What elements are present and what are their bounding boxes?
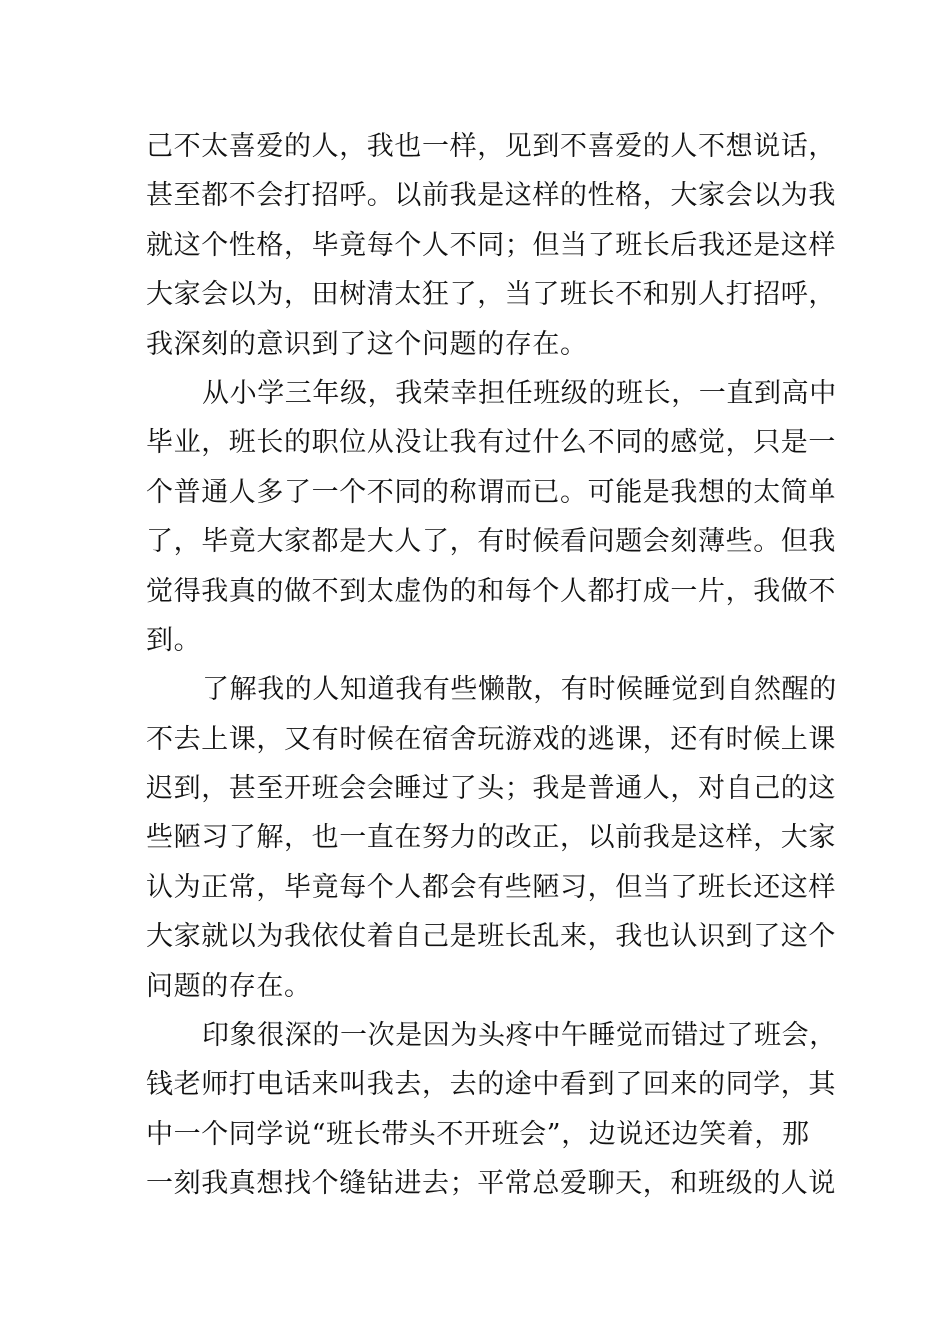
paragraph-first-line: 从小学三年级，我荣幸担任班级的班长，一直到高中 xyxy=(202,377,837,409)
text-line: 个普通人多了一个不同的称谓而已。可能是我想的太简单 xyxy=(146,476,836,508)
text-line: 钱老师打电话来叫我去，去的途中看到了回来的同学，其 xyxy=(146,1069,836,1101)
text-line: 大家会以为，田树清太狂了，当了班长不和别人打招呼， xyxy=(146,279,836,311)
text-line: 一刻我真想找个缝钻进去；平常总爱聊天，和班级的人说 xyxy=(146,1168,836,1200)
text-line: 些陋习了解，也一直在努力的改正，以前我是这样，大家 xyxy=(146,822,836,854)
text-line: 了，毕竟大家都是大人了，有时候看问题会刻薄些。但我 xyxy=(146,526,836,558)
paragraph-first-line: 了解我的人知道我有些懒散，有时候睡觉到自然醒的 xyxy=(202,674,837,706)
text-line: 毕业，班长的职位从没让我有过什么不同的感觉，只是一 xyxy=(146,427,836,459)
text-line: 认为正常，毕竟每个人都会有些陋习，但当了班长还这样 xyxy=(146,871,836,903)
text-line: 迟到，甚至开班会会睡过了头；我是普通人，对自己的这 xyxy=(146,773,836,805)
text-line: 中一个同学说“班长带头不开班会”，边说还边笑着，那 xyxy=(146,1118,810,1150)
text-line: 我深刻的意识到了这个问题的存在。 xyxy=(146,328,588,360)
text-line: 甚至都不会打招呼。以前我是这样的性格，大家会以为我 xyxy=(146,180,836,212)
paragraph-first-line: 印象很深的一次是因为头疼中午睡觉而错过了班会， xyxy=(202,1020,837,1052)
text-line: 觉得我真的做不到太虚伪的和每个人都打成一片，我做不 xyxy=(146,575,836,607)
body-text xyxy=(146,122,837,1209)
text-line: 就这个性格，毕竟每个人不同；但当了班长后我还是这样 xyxy=(146,229,836,261)
text-line: 大家就以为我依仗着自己是班长乱来，我也认识到了这个 xyxy=(146,921,836,953)
text-line: 问题的存在。 xyxy=(146,970,312,1002)
text-line: 到。 xyxy=(146,624,202,656)
text-line: 己不太喜爱的人，我也一样，见到不喜爱的人不想说话， xyxy=(146,131,836,162)
text-line: 不去上课，又有时候在宿舍玩游戏的逃课，还有时候上课 xyxy=(146,723,836,755)
